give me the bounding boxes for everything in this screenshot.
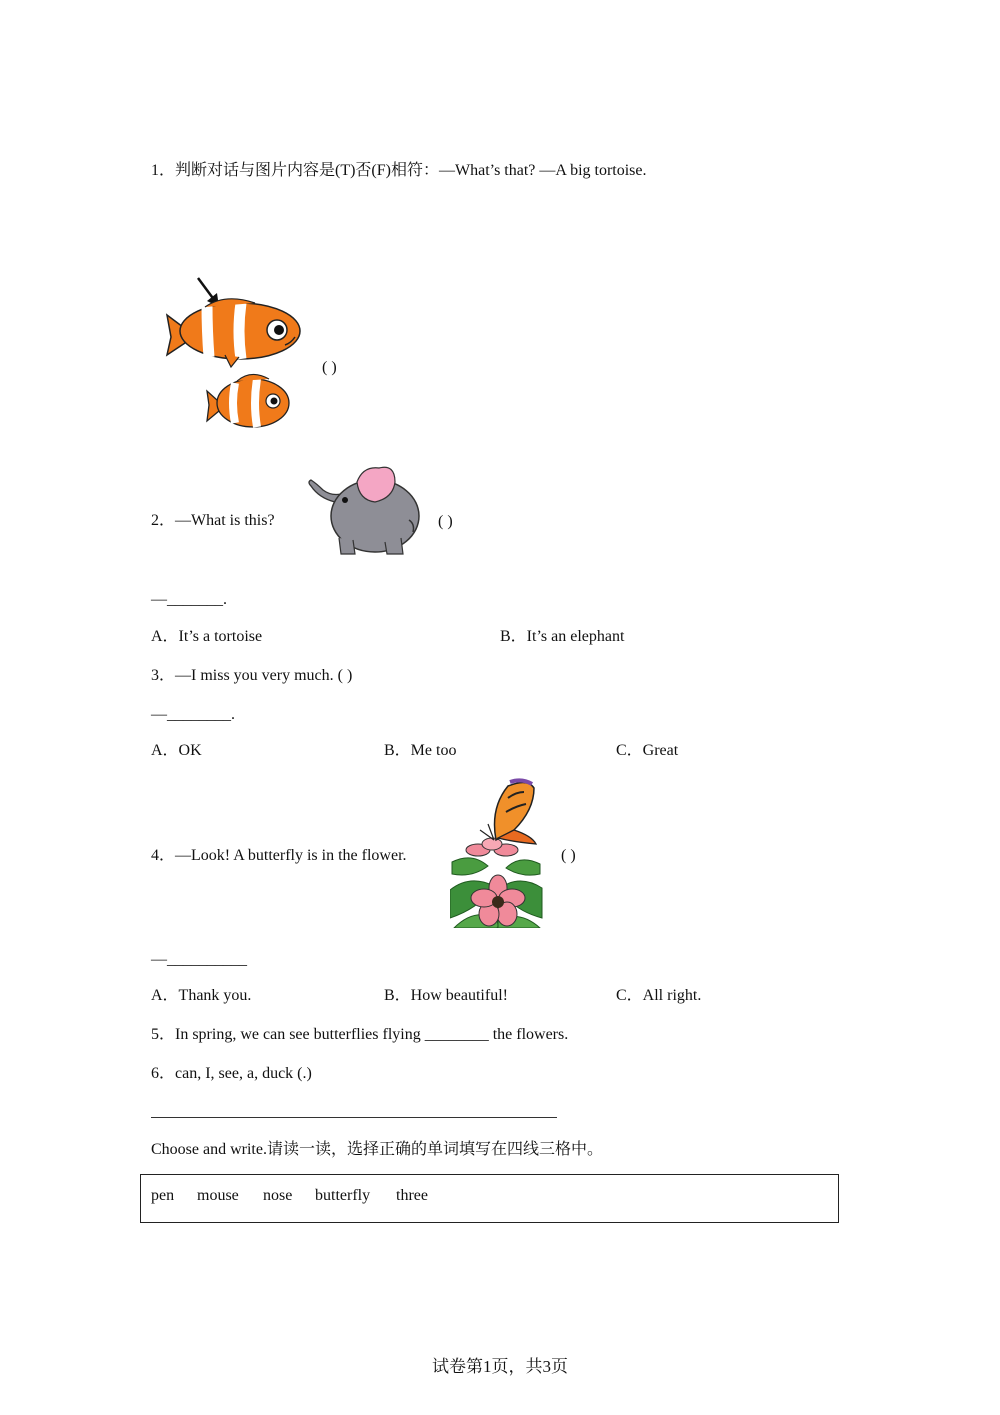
word-bank-item: mouse: [197, 1187, 239, 1204]
page-footer: 试卷第1页，共3页: [432, 1357, 568, 1376]
elephant-icon: [305, 464, 423, 556]
word-bank-item: butterfly: [315, 1187, 371, 1204]
option-c: C．All right.: [616, 987, 702, 1004]
reply-blank: —__________: [151, 951, 247, 968]
question-6-text: 6．can, I, see, a, duck (.): [151, 1065, 312, 1082]
option-c: C．Great: [616, 742, 679, 759]
option-b: B．How beautiful!: [384, 987, 508, 1004]
answer-paren: ( ): [322, 359, 337, 376]
word-bank-item: three: [396, 1187, 428, 1204]
question-5-text: 5．In spring, we can see butterflies flying ________ the flowers.: [151, 1026, 569, 1043]
option-b: B．It’s an elephant: [500, 628, 625, 645]
option-a: A．OK: [151, 742, 202, 759]
question-1-text: 1．判断对话与图片内容是(T)否(F)相符：—What’s that? —A big tortoise.: [151, 162, 647, 179]
answer-line: [151, 1117, 557, 1118]
question-3-text: 3．—I miss you very much. ( ): [151, 667, 353, 684]
option-a: A．Thank you.: [151, 987, 252, 1004]
question-2-text: 2．—What is this?: [151, 512, 275, 529]
word-bank-box: [140, 1174, 839, 1223]
answer-paren: ( ): [561, 847, 576, 864]
butterfly-flower-icon: [450, 778, 544, 928]
reply-blank: —_______.: [151, 591, 227, 608]
option-a: A．It’s a tortoise: [151, 628, 263, 645]
reply-blank: —________.: [151, 706, 235, 723]
option-b: B．Me too: [384, 742, 457, 759]
word-bank-item: nose: [263, 1187, 293, 1204]
section-instruction: Choose and write.请读一读，选择正确的单词填写在四线三格中。: [151, 1141, 603, 1158]
word-bank-item: pen: [151, 1187, 175, 1204]
answer-paren: ( ): [438, 513, 453, 530]
clownfish-icon: [165, 275, 307, 435]
question-4-text: 4．—Look! A butterfly is in the flower.: [151, 847, 407, 864]
